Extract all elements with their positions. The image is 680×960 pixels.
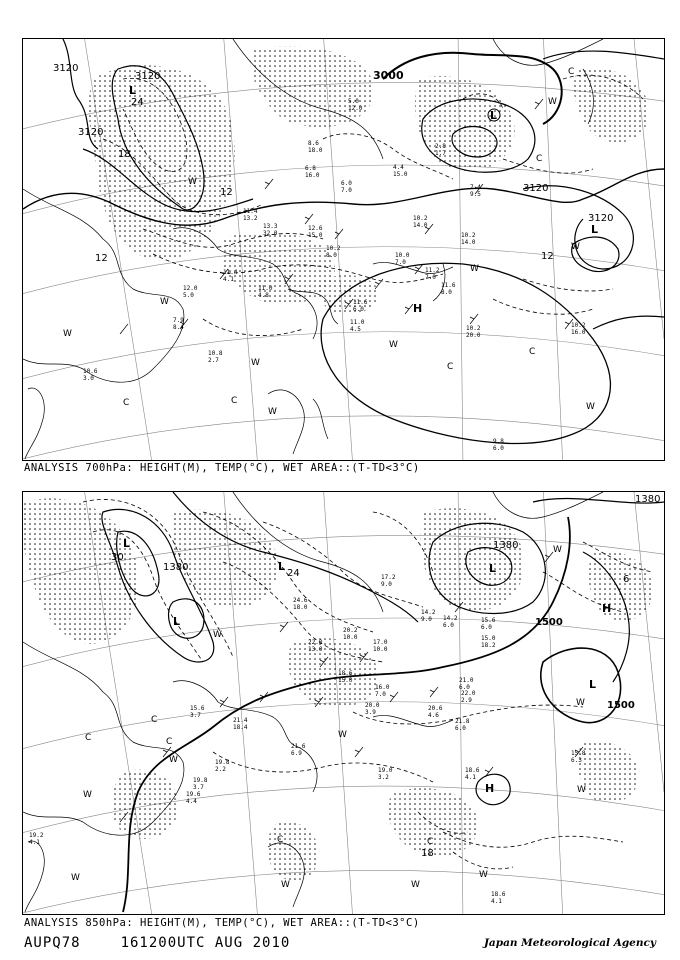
isotherm-label: 24 [287,568,300,579]
warm-tag: W [571,242,580,252]
station-dewpoint-depression: 3.0 [83,375,94,382]
station-temperature: 10.2 [326,245,341,252]
station-temperature: 21.4 [233,717,248,724]
station-temperature: 19.8 [215,759,230,766]
station-dewpoint-depression: 3.7 [193,784,204,791]
low-center: L [589,678,597,691]
station-temperature: 10.0 [395,252,410,259]
station-dewpoint-depression: 3.2 [378,774,389,781]
station-temperature: 16.0 [375,684,390,691]
station-dewpoint-depression: 9.5 [470,191,481,198]
station-dewpoint-depression: 9.0 [421,616,432,623]
station-dewpoint-depression: 14.0 [461,239,476,246]
station-temperature: 15.0 [481,635,496,642]
warm-tag: W [213,630,222,640]
station-dewpoint-depression: 8.0 [441,289,452,296]
warm-tag: W [71,873,80,883]
cold-tag: C [536,154,543,164]
station-dewpoint-depression: 4.1 [465,774,476,781]
station-dewpoint-depression: 7.0 [341,187,352,194]
low-center: L [490,109,498,122]
wet-areas [89,46,649,314]
station-dewpoint-depression: 32.0 [263,230,278,237]
map-850hpa [23,492,664,914]
cold-tag: C [277,835,284,845]
warm-tag: W [553,545,562,555]
warm-tag: W [83,790,92,800]
low-center: L [173,615,181,628]
station-dewpoint-depression: 7.0 [375,691,386,698]
station-temperature: 7.9 [173,317,184,324]
station-dewpoint-depression: 5.0 [183,292,194,299]
isotherm-label: 24 [131,97,144,108]
station-dewpoint-depression: 18.2 [481,642,496,649]
agency-credit: Japan Meteorological Agency [483,937,656,949]
station-temperature: 24.6 [293,597,308,604]
panel-caption-850hpa: ANALYSIS 850hPa: HEIGHT(M), TEMP(°C), WET AREA::(T-TD<3°C) [24,917,420,929]
warm-tag: W [63,329,72,339]
station-temperature: 12.6 [308,225,323,232]
isotherm-label: 30 [111,552,124,563]
station-dewpoint-depression: 13.2 [243,215,258,222]
station-dewpoint-depression: 2.7 [208,357,219,364]
warm-tag: W [577,785,586,795]
contour-label: 1500 [607,700,635,711]
station-dewpoint-depression: 6.0 [443,622,454,629]
cold-tag: C [447,362,454,372]
warm-tag: W [586,402,595,412]
isotherm-label: 12 [220,187,233,198]
station-dewpoint-depression: 4.1 [223,276,234,283]
low-center: L [591,223,599,236]
station-temperature: 21.8 [455,718,470,725]
valid-time: 161200UTC AUG 2010 [120,935,291,951]
warm-tag: W [470,264,479,274]
warm-tag: W [389,340,398,350]
warm-tag: W [338,730,347,740]
station-temperature: 4.4 [393,164,404,171]
low-center: L [129,84,137,97]
warm-tag: W [576,698,585,708]
station-dewpoint-depression: 15.0 [393,171,408,178]
station-dewpoint-depression: 15.0 [308,232,323,239]
station-temperature: 19.6 [186,791,201,798]
cold-tag: C [85,733,92,743]
warm-tag: W [281,880,290,890]
station-dewpoint-depression: 7.0 [425,274,436,281]
station-temperature: 10.2 [571,322,586,329]
station-temperature: 17.2 [381,574,396,581]
station-temperature: 21.6 [291,743,306,750]
station-temperature: 14.2 [443,615,458,622]
map-700hpa [23,39,664,460]
station-dewpoint-depression: 14.0 [413,222,428,229]
cold-tag: C [151,715,158,725]
high-center: H [602,602,612,615]
station-temperature: 19.0 [378,767,393,774]
station-temperature: 11.0 [258,285,273,292]
station-dewpoint-depression: 18.4 [233,724,248,731]
contour-label: 3120 [53,63,79,74]
station-temperature: 20.6 [428,705,443,712]
cold-tag: C [166,737,173,747]
station-temperature: 11.4 [243,208,258,215]
station-temperature: 10.8 [208,350,223,357]
station-temperature: 15.6 [190,705,205,712]
station-temperature: 12.0 [183,285,198,292]
station-dewpoint-depression: 1.7 [435,150,446,157]
station-temperature: 13.3 [263,223,278,230]
station-dewpoint-depression: 15.0 [338,677,353,684]
warm-tag: W [479,870,488,880]
high-center: H [485,782,495,795]
contour-label: 1380 [635,494,661,505]
station-temperature: 18.6 [338,670,353,677]
station-temperature: 6.8 [305,165,316,172]
station-temperature: 10.6 [83,368,98,375]
map-panel-700hpa [22,38,665,461]
cold-tag: C [568,67,575,77]
station-temperature: 19.2 [29,832,44,839]
isotherm-label: 6 [623,574,630,585]
warm-tag: W [169,755,178,765]
station-dewpoint-depression: 6.9 [291,750,302,757]
contour-label: 1500 [535,617,563,628]
station-temperature: 11.0 [350,319,365,326]
station-dewpoint-depression: 16.0 [571,329,586,336]
station-temperature: 22.0 [461,690,476,697]
panel-caption-700hpa: ANALYSIS 700hPa: HEIGHT(M), TEMP(°C), WET AREA::(T-TD<3°C) [24,462,420,474]
station-dewpoint-depression: 4.6 [428,712,439,719]
chart-id: AUPQ78 [24,935,81,951]
station-dewpoint-depression: 20.0 [466,332,481,339]
station-temperature: 18.6 [491,891,506,898]
station-dewpoint-depression: 8.0 [326,252,337,259]
isotherm-label: 18 [421,848,434,859]
station-dewpoint-depression: 18.0 [308,147,323,154]
warm-tag: W [548,97,557,107]
station-temperature: 5.0 [348,98,359,105]
contour-label: 3120 [135,71,161,82]
station-dewpoint-depression: 8.4 [173,324,184,331]
station-temperature: 11.6 [441,282,456,289]
station-dewpoint-depression: 6.0 [493,445,504,452]
station-dewpoint-depression: 4.1 [491,898,502,905]
warm-tag: W [411,880,420,890]
station-dewpoint-depression: 3.9 [365,709,376,716]
station-dewpoint-depression: 6.3 [571,757,582,764]
station-dewpoint-depression: 2.2 [215,766,226,773]
station-dewpoint-depression: 4.4 [186,798,197,805]
station-dewpoint-depression: 6.0 [353,306,364,313]
contour-label: 3120 [78,127,104,138]
station-temperature: 22.0 [308,639,323,646]
warm-tag: W [268,407,277,417]
station-temperature: 7.4 [470,184,481,191]
contour-label: 1380 [163,562,189,573]
station-temperature: 15.8 [571,750,586,757]
station-temperature: 17.0 [373,639,388,646]
station-temperature: 2.8 [435,143,446,150]
station-temperature: 20.2 [343,627,358,634]
station-temperature: 10.2 [461,232,476,239]
station-temperature: 11.4 [223,269,238,276]
station-temperature: 10.2 [413,215,428,222]
station-temperature: 21.0 [459,677,474,684]
station-dewpoint-depression: 4.1 [29,839,40,846]
station-dewpoint-depression: 10.0 [343,634,358,641]
station-dewpoint-depression: 10.0 [373,646,388,653]
warm-tag: W [160,297,169,307]
station-temperature: 14.2 [421,609,436,616]
low-center: L [278,560,286,573]
station-dewpoint-depression: 12.0 [348,105,363,112]
contour-label: 1380 [493,540,519,551]
station-dewpoint-depression: 18.0 [293,604,308,611]
station-temperature: 20.0 [365,702,380,709]
station-temperature: 18.6 [465,767,480,774]
cold-tag: C [529,347,536,357]
station-temperature: 6.0 [341,180,352,187]
warm-tag: W [251,358,260,368]
isotherm-label: 12 [95,253,108,264]
station-dewpoint-depression: 4.8 [258,292,269,299]
cold-tag: C [427,837,434,847]
station-dewpoint-depression: 6.0 [481,624,492,631]
station-temperature: 15.6 [481,617,496,624]
station-dewpoint-depression: 9.0 [381,581,392,588]
warm-tag: W [188,177,197,187]
station-temperature: 19.8 [193,777,208,784]
low-center: L [489,562,497,575]
station-temperature: 11.2 [425,267,440,274]
chart-id-and-time [24,935,290,951]
station-dewpoint-depression: 2.9 [461,697,472,704]
cold-tag: C [123,398,130,408]
station-temperature: 11.6 [353,299,368,306]
station-dewpoint-depression: 16.0 [305,172,320,179]
station-dewpoint-depression: 6.0 [455,725,466,732]
contour-label: 3000 [373,69,404,82]
isotherm-label: 18 [118,149,131,160]
isotherm-label: 12 [541,251,554,262]
station-dewpoint-depression: 13.0 [308,646,323,653]
cold-tag: C [231,396,238,406]
station-dewpoint-depression: 3.7 [190,712,201,719]
station-temperature: 9.8 [493,438,504,445]
high-center: H [413,302,423,315]
station-dewpoint-depression: 6.0 [459,684,470,691]
low-center: L [123,537,131,550]
map-panel-850hpa [22,491,665,915]
station-dewpoint-depression: 7.0 [395,259,406,266]
contour-label: 3120 [588,213,614,224]
station-temperature: 10.2 [466,325,481,332]
station-temperature: 8.6 [308,140,319,147]
station-dewpoint-depression: 4.5 [350,326,361,333]
contour-label: 3120 [523,183,549,194]
